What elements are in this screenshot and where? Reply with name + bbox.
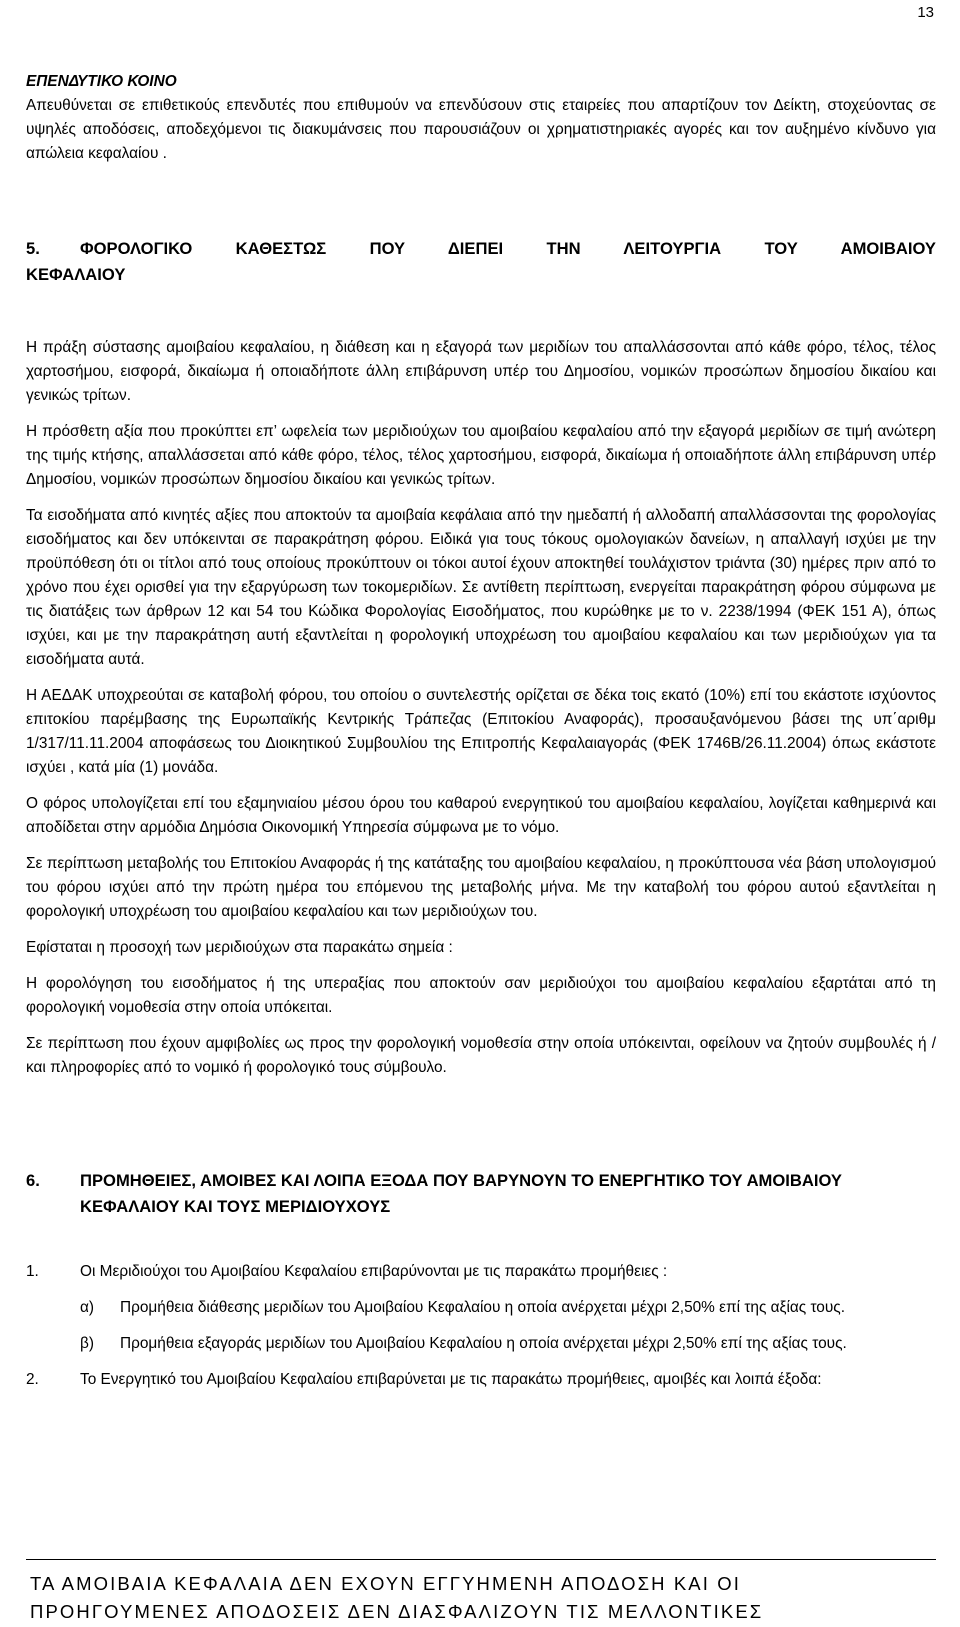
tax-paragraph: Ο φόρος υπολογίζεται επί του εξαμηνιαίου μέσου όρου του καθαρού ενεργητικού του αμοιβαίου κεφαλαίου, λογίζεται καθημερινά και αποδίδεται στην αρμόδια Δημόσια Οικονομική Υπηρεσία σύμφωνα με το νόμο. <box>26 795 936 836</box>
document-body <box>26 70 936 1404</box>
tax-paragraph: Τα εισοδήματα από κινητές αξίες που αποκτούν τα αμοιβαία κεφάλαια από την ημεδαπή ή αλλοδαπή απαλλάσσονται της φορολογίας εισοδήματος και δεν υπόκεινται σε παρακράτηση φόρου. Ειδικά για τους τόκους ομολογιακών δανείων, η απαλλαγή ισχύει με την προϋπόθεση ότι οι τίτλοι από τους οποίους προκύπτουν οι τόκοι αυτοί έχουν αποκτηθεί τουλάχιστον τριάντα (30) ημέρες πριν από το χρόνο που έχει ορισθεί για την εξαργύρωση των τοκομεριδίων. Σε αντίθετη περίπτωση, ενεργείται παρακράτηση φόρου σύμφωνα με τις διατάξεις των άρθρων 12 και 54 του Κώδικα Φορολογίας Εισοδήματος, που κυρώθηκε με το ν. 2238/1994 (ΦΕΚ 151 Α), όπως ισχύει, και με την παρακράτηση αυτή εξαντλείται η φορολογική υποχρέωση του αμοιβαίου κεφαλαίου και των μεριδιούχων για τα εισοδήματα αυτά. <box>26 507 936 668</box>
sub-list-item-text: Προμήθεια διάθεσης μεριδίων του Αμοιβαίου Κεφαλαίου η οποία ανέρχεται μέχρι 2,50% επί της αξίας τους. <box>120 1299 845 1316</box>
section-6-heading <box>26 1168 936 1220</box>
list-item-number: 1. <box>26 1263 39 1280</box>
list-item <box>26 1368 936 1392</box>
sub-list-item <box>80 1296 936 1320</box>
tax-paragraph: Η πρόσθετη αξία που προκύπτει επ’ ωφελεία των μεριδιούχων του αμοιβαίου κεφαλαίου από την εξαγορά μεριδίων σε τιμή ανώτερη της τιμής κτήσης, απαλλάσσεται από κάθε φόρο, τέλος, τέλος χαρτοσήμου, εισφορά, δικαίωμα ή οποιαδήποτε άλλη επιβάρυνση υπέρ Δημοσίου, νομικών προσώπων δημοσίου δικαίου και γενικώς τρίτων. <box>26 423 936 488</box>
tax-paragraph: Σε περίπτωση μεταβολής του Επιτοκίου Αναφοράς ή της κατάταξης του αμοιβαίου κεφαλαίου, η προκύπτουσα νέα βάση υπολογισμού του φόρου ισχύει από την πρώτη ημέρα του επόμενου της μεταβολής μήνα. Με την καταβολή του φόρου αυτού εξαντλείται η φορολογική υποχρέωση του αμοιβαίου κεφαλαίου και των μεριδιούχων του. <box>26 855 936 920</box>
footer-line: ΠΡΟΗΓΟΥΜΕΝΕΣ ΑΠΟΔΟΣΕΙΣ ΔΕΝ ΔΙΑΣΦΑΛΙΖΟΥΝ ΤΙΣ ΜΕΛΛΟΝΤΙΚΕΣ <box>30 1601 764 1622</box>
section-5-title-continued: ΚΕΦΑΛΑΙΟΥ <box>26 265 126 284</box>
investor-profile-text: Απευθύνεται σε επιθετικούς επενδυτές που επιθυμούν να επενδύσουν στις εταιρείες που απαρτίζουν τον Δείκτη, στοχεύοντας σε υψηλές αποδόσεις, αποδεχόμενοι τις διακυμάνσεις που παρουσιάζουν οι χρηματιστηριακές αγορές και τον αυξημένο κίνδυνο για απώλεια κεφαλαίου . <box>26 97 936 162</box>
footer-divider <box>26 1559 936 1560</box>
section-5-title: ΦΟΡΟΛΟΓΙΚΟ ΚΑΘΕΣΤΩΣ ΠΟΥ ΔΙΕΠΕΙ ΤΗΝ ΛΕΙΤΟΥΡΓΙΑ ΤΟΥ ΑΜΟΙΒΑΙΟΥ <box>80 239 936 258</box>
sub-list-item <box>80 1332 936 1356</box>
sub-list-item-text: Προμήθεια εξαγοράς μεριδίων του Αμοιβαίου Κεφαλαίου η οποία ανέρχεται μέχρι 2,50% επί της αξίας τους. <box>120 1335 847 1352</box>
tax-paragraph: Η ΑΕΔΑΚ υποχρεούται σε καταβολή φόρου, του οποίου ο συντελεστής ορίζεται σε δέκα τοις εκατό (10%) επί του εκάστοτε ισχύοντος επιτοκίου παρέμβασης της Ευρωπαϊκής Κεντρικής Τράπεζας (Επιτοκίου Αναφοράς), προσαυξανόμενου βάσει της υπ΄αριθμ 1/317/11.11.2004 αποφάσεως του Διοικητικού Συμβουλίου της Επιτροπής Κεφαλαιαγοράς (ΦΕΚ 1746Β/26.11.2004) όπως εκάστοτε ισχύει , κατά μία (1) μονάδα. <box>26 687 936 776</box>
list-item-number: 2. <box>26 1371 39 1388</box>
sub-list-item-label: α) <box>80 1299 95 1316</box>
page-number: 13 <box>917 4 934 21</box>
list-item-text: Οι Μεριδιούχοι του Αμοιβαίου Κεφαλαίου επιβαρύνονται με τις παρακάτω προμήθειες : <box>80 1263 668 1280</box>
tax-paragraph: Εφίσταται η προσοχή των μεριδιούχων στα παρακάτω σημεία : <box>26 939 453 956</box>
tax-paragraph: Η πράξη σύστασης αμοιβαίου κεφαλαίου, η διάθεση και η εξαγορά των μεριδίων του απαλλάσσονται από κάθε φόρο, τέλος, τέλος χαρτοσήμου, εισφορά, δικαίωμα ή οποιαδήποτε άλλη επιβάρυνση υπέρ του Δημοσίου, νομικών προσώπων δημοσίου δικαίου και γενικώς τρίτων. <box>26 339 936 404</box>
list-item <box>26 1260 936 1284</box>
section-6-number: 6. <box>26 1171 40 1190</box>
footer-disclaimer <box>30 1570 936 1626</box>
section-5-heading <box>26 236 936 262</box>
footer-line: ΤΑ ΑΜΟΙΒΑΙΑ ΚΕΦΑΛΑΙΑ ΔΕΝ ΕΧΟΥΝ ΕΓΓΥΗΜΕΝΗ ΑΠΟΔΟΣΗ ΚΑΙ ΟΙ <box>30 1573 741 1594</box>
investor-profile-label: ΕΠΕΝΔΥΤΙΚΟ ΚΟΙΝΟ <box>26 73 177 90</box>
list-item-text: Το Ενεργητικό του Αμοιβαίου Κεφαλαίου επιβαρύνεται με τις παρακάτω προμήθειες, αμοιβές και λοιπά έξοδα: <box>80 1371 822 1388</box>
tax-paragraph: Η φορολόγηση του εισοδήματος ή της υπεραξίας που αποκτούν σαν μεριδιούχοι του αμοιβαίου κεφαλαίου εξαρτάται από τη φορολογική νομοθεσία στην οποία υπόκειται. <box>26 975 936 1016</box>
sub-list-item-label: β) <box>80 1335 94 1352</box>
tax-paragraph: Σε περίπτωση που έχουν αμφιβολίες ως προς την φορολογική νομοθεσία στην οποία υπόκεινται, οφείλουν να ζητούν συμβουλές ή / και πληροφορίες από το νομικό ή φορολογικό τους σύμβουλο. <box>26 1035 936 1076</box>
section-5-number: 5. <box>26 239 40 258</box>
section-6-title: ΠΡΟΜΗΘΕΙΕΣ, ΑΜΟΙΒΕΣ ΚΑΙ ΛΟΙΠΑ ΕΞΟΔΑ ΠΟΥ ΒΑΡΥΝΟΥΝ ΤΟ ΕΝΕΡΓΗΤΙΚΟ ΤΟΥ ΑΜΟΙΒΑΙΟΥ ΚΕΦΑΛΑΙΟΥ ΚΑΙ ΤΟΥΣ ΜΕΡΙΔΙΟΥΧΟΥΣ <box>80 1171 842 1216</box>
